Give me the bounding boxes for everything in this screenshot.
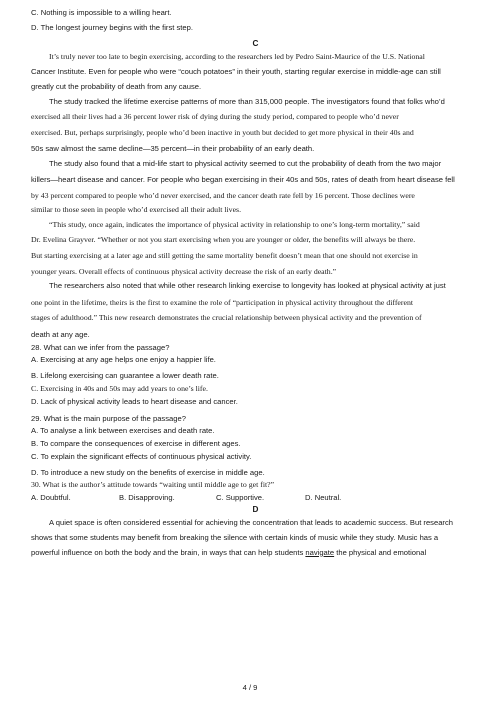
question-28: [31, 344, 480, 407]
text-line: similar to those seen in people who’d exercised all their adult lives.: [31, 204, 242, 214]
text-line: greatly cut the probability of death from any cause.: [31, 81, 202, 91]
question-30: [31, 481, 480, 503]
text-line: one point in the lifetime, theirs is the first to examine the role of “participation in physical activity throughout the different: [31, 298, 414, 308]
text-line: by 43 percent compared to people who’d never exercised, and the cancer death rate fell by 16 percent. Those declines were: [31, 190, 415, 200]
answer-option: C. To explain the significant effects of continuous physical activity.: [31, 452, 252, 462]
passage-d: [31, 519, 480, 558]
passage-c-paragraph-4: [31, 221, 480, 277]
text-line: Cancer Institute. Even for people who were “couch potatoes” in their youth, starting regular exercise in middle-age can still: [31, 66, 441, 76]
question-stem: 28. What can we infer from the passage?: [31, 343, 170, 353]
text-line: death at any age.: [31, 330, 90, 340]
text-line: stages of adulthood.” This new research demonstrates the crucial relationship between physical activity and the prevention of: [31, 313, 422, 323]
answer-option: D. To introduce a new study on the benefits of exercise in middle age.: [31, 468, 265, 478]
passage-c-paragraph-3: [31, 160, 480, 215]
text-line: [31, 549, 480, 558]
page-number: 4 / 9: [242, 683, 258, 692]
text-line: killers—heart disease and cancer. For people who began exercising in their 40s and 50s, rates of death from heart disease fell: [31, 175, 455, 185]
section-d-label: D: [252, 504, 259, 514]
answer-option: C. Supportive.: [216, 493, 265, 502]
text-segment: powerful influence on both the body and the brain, in ways that can help students: [31, 547, 306, 557]
answer-option: A. Doubtful.: [31, 493, 71, 502]
question-29: [31, 415, 480, 479]
answer-option: A. Exercising at any age helps one enjoy a happier life.: [31, 354, 216, 364]
answer-options-row: [31, 494, 480, 503]
answer-option: C. Exercising in 40s and 50s may add years to one’s life.: [31, 383, 208, 393]
question-stem: 29. What is the main purpose of the passage?: [31, 413, 186, 423]
answer-option: B. Lifelong exercising can guarantee a lower death rate.: [31, 370, 219, 380]
underlined-word: navigate: [305, 547, 335, 557]
text-line: The researchers also noted that while other research linking exercise to longevity has looked at physical activity at just: [49, 281, 446, 291]
text-line: 50s saw almost the same decline—35 percent—in their probability of an early death.: [31, 144, 315, 154]
text-line: The study tracked the lifetime exercise patterns of more than 315,000 people. The investigators found that folks who’d: [49, 96, 445, 106]
text-line: But starting exercising at a later age and still getting the same mortality benefit doesn’t mean that one should not exercise in: [31, 250, 418, 260]
answer-option: A. To analyse a link between exercises and death rate.: [31, 426, 215, 436]
prev-option-c: C. Nothing is impossible to a willing heart.: [31, 8, 172, 17]
text-line: The study also found that a mid-life start to physical activity seemed to cut the probability of death from the two major: [49, 159, 442, 169]
passage-c-paragraph-2: [31, 98, 480, 155]
text-line: Dr. Evelina Grayver. “Whether or not you start exercising when you are younger or older, the benefits will always be there.: [31, 234, 416, 244]
answer-option: D. Lack of physical activity leads to heart disease and cancer.: [31, 396, 238, 406]
question-stem: 30. What is the author’s attitude towards “waiting until middle age to get fit?”: [31, 480, 275, 490]
prev-option-d: D. The longest journey begins with the first step.: [31, 22, 193, 32]
answer-option: B. To compare the consequences of exercise in different ages.: [31, 439, 241, 449]
text-line: exercised. But, perhaps surprisingly, people who’d been inactive in youth but decided to get more physical in their 40s and: [31, 128, 414, 138]
answer-option: B. Disapproving.: [119, 493, 175, 502]
text-line: A quiet space is often considered essential for achieving the concentration that leads to academic success. But research: [49, 517, 453, 527]
text-line: It’s truly never too late to begin exercising, according to the researchers led by Pedro Saint-Maurice of the U.S. National: [49, 51, 425, 61]
text-line: “This study, once again, indicates the importance of physical activity in relationship to one’s long-term mortality,” said: [49, 219, 420, 229]
section-c-label: C: [252, 38, 259, 48]
text-segment: the physical and emotional: [334, 547, 427, 557]
text-line: shows that some students may benefit from breaking the silence with certain kinds of music while they study. Music has a: [31, 532, 439, 542]
passage-c-paragraph-1: [31, 53, 480, 92]
answer-option: D. Neutral.: [305, 493, 342, 502]
text-line: younger years. Overall effects of continuous physical activity decrease the risk of an early death.”: [31, 266, 337, 276]
text-line: exercised all their lives had a 36 percent lower risk of dying during the study period, compared to people who’d never: [31, 112, 399, 122]
passage-c-paragraph-5: [31, 282, 480, 340]
